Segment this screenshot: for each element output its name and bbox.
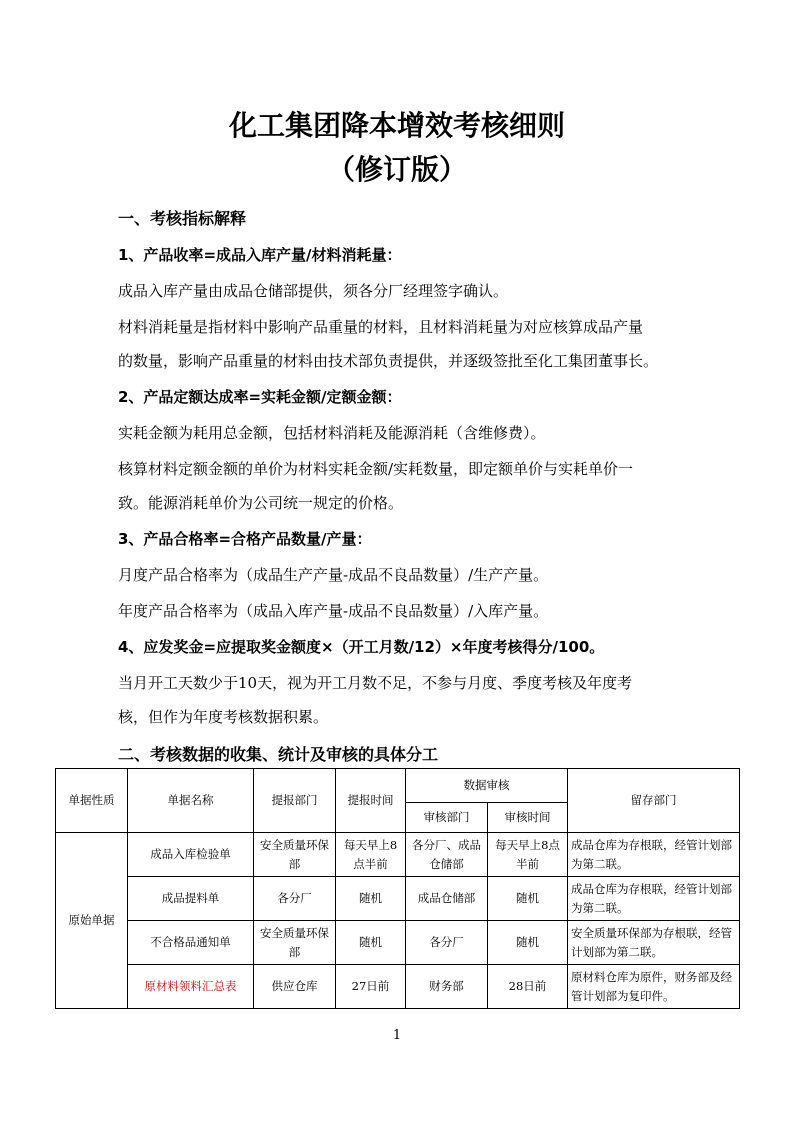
header-time: 提报时间	[336, 769, 406, 833]
cell-time: 随机	[336, 877, 406, 921]
header-keep: 留存部门	[568, 769, 740, 833]
data-division-table	[55, 768, 740, 1009]
paragraph: 材料消耗量是指材料中影响产品重量的材料，且材料消耗量为对应核算成品产量	[118, 318, 644, 336]
document-subtitle: （修订版）	[326, 153, 467, 186]
cell-dept: 安全质量环保部	[254, 833, 336, 877]
table-row	[56, 965, 740, 1009]
cell-review-dept: 各分厂、成品仓储部	[406, 833, 488, 877]
paragraph: 实耗金额为耗用总金额，包括材料消耗及能源消耗（含维修费）。	[118, 424, 546, 442]
cell-time: 随机	[336, 921, 406, 965]
cell-keep: 成品仓库为存根联，经管计划部为第二联。	[568, 833, 740, 877]
item-heading-3: 3、产品合格率=合格产品数量/产量：	[118, 530, 372, 548]
cell-time: 每天早上8点半前	[336, 833, 406, 877]
cell-review-time: 28日前	[488, 965, 568, 1009]
cell-keep: 成品仓库为存根联，经管计划部为第二联。	[568, 877, 740, 921]
cell-dept: 各分厂	[254, 877, 336, 921]
paragraph: 当月开工天数少于10天，视为开工月数不足，不参与月度、季度考核及年度考	[118, 674, 633, 692]
item-heading-1: 1、产品收率=成品入库产量/材料消耗量：	[118, 246, 402, 264]
document-title: 化工集团降本增效考核细则	[228, 109, 565, 142]
paragraph: 年度产品合格率为（成品入库产量-成品不良品数量）/入库产量。	[118, 602, 549, 620]
header-review-time: 审核时间	[488, 803, 568, 833]
cell-review-time: 每天早上8点半前	[488, 833, 568, 877]
cell-keep: 安全质量环保部为存根联，经管计划部为第二联。	[568, 921, 740, 965]
cell-review-time: 随机	[488, 921, 568, 965]
paragraph: 月度产品合格率为（成品生产产量-成品不良品数量）/生产产量。	[118, 566, 549, 584]
table-row	[56, 833, 740, 877]
cell-dept: 供应仓库	[254, 965, 336, 1009]
cell-time: 27日前	[336, 965, 406, 1009]
cell-review-dept: 财务部	[406, 965, 488, 1009]
cell-name: 成品入库检验单	[128, 833, 254, 877]
header-nature: 单据性质	[56, 769, 128, 833]
table-row	[56, 877, 740, 921]
cell-keep: 原材料仓库为原件，财务部及经管计划部为复印件。	[568, 965, 740, 1009]
header-review: 数据审核	[406, 769, 568, 803]
table-row	[56, 921, 740, 965]
item-heading-4: 4、应发奖金=应提取奖金额度×（开工月数/12）×年度考核得分/100。	[118, 638, 605, 656]
paragraph: 核算材料定额金额的单价为材料实耗金额/实耗数量，即定额单价与实耗单价一	[118, 460, 634, 478]
paragraph: 成品入库产量由成品仓储部提供，须各分厂经理签字确认。	[118, 282, 509, 300]
cell-review-time: 随机	[488, 877, 568, 921]
page-number: 1	[392, 1028, 402, 1043]
section-heading-2: 二、考核数据的收集、统计及审核的具体分工	[118, 745, 439, 764]
paragraph: 的数量，影响产品重量的材料由技术部负责提供，并逐级签批至化工集团董事长。	[118, 352, 659, 370]
cell-name: 成品提料单	[128, 877, 254, 921]
cell-name: 原材料领料汇总表	[128, 965, 254, 1009]
header-review-dept: 审核部门	[406, 803, 488, 833]
paragraph: 核，但作为年度考核数据积累。	[118, 708, 329, 726]
item-heading-2: 2、产品定额达成率=实耗金额/定额金额：	[118, 388, 402, 406]
header-name: 单据名称	[128, 769, 254, 833]
cell-review-dept: 各分厂	[406, 921, 488, 965]
section-heading-1: 一、考核指标解释	[118, 209, 247, 228]
header-dept: 提报部门	[254, 769, 336, 833]
cell-dept: 安全质量环保部	[254, 921, 336, 965]
group-cell: 原始单据	[56, 833, 128, 1009]
cell-name: 不合格品通知单	[128, 921, 254, 965]
paragraph: 致。能源消耗单价为公司统一规定的价格。	[118, 494, 404, 512]
cell-review-dept: 成品仓储部	[406, 877, 488, 921]
